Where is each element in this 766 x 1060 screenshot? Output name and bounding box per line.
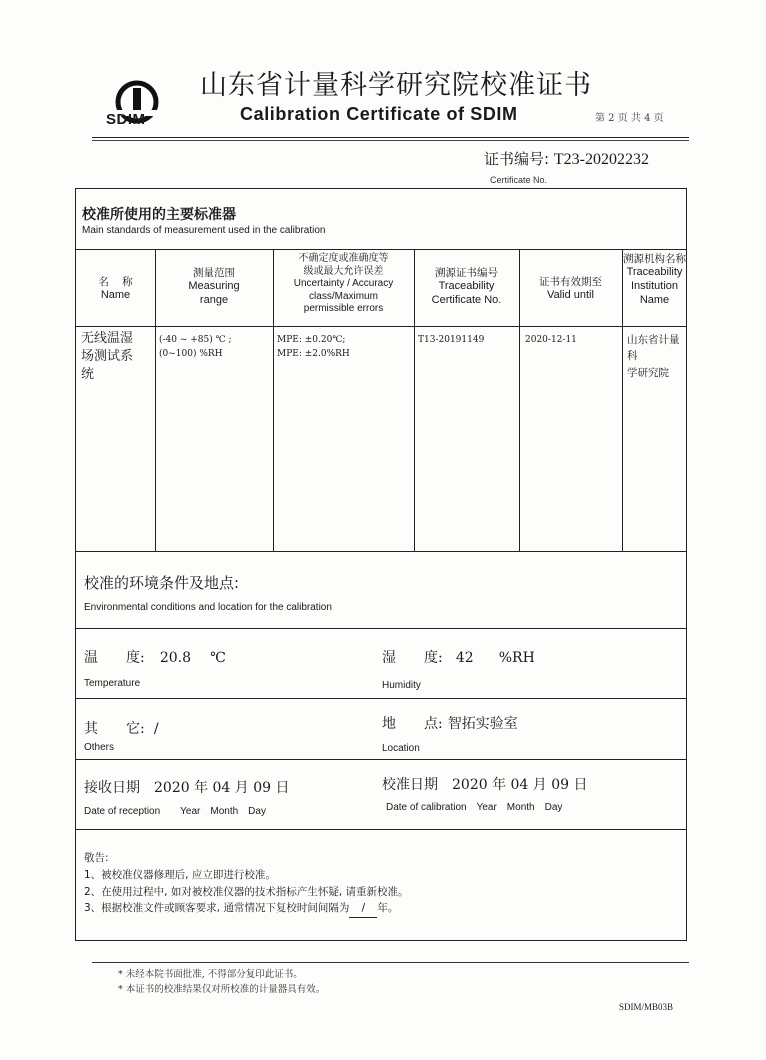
footer-rule: [92, 962, 689, 963]
others-label-en: Others: [84, 742, 115, 753]
table-cell-trace-no: T13-20191149: [418, 335, 485, 345]
reception-date: 接收日期 2020 年 04 月 09 日: [84, 780, 290, 796]
form-code: SDIM/MB03B: [619, 1002, 674, 1012]
footer-notes: [118, 968, 325, 997]
standards-title-en: Main standards of measurement used in the calibration: [82, 225, 326, 236]
certificate-frame: [75, 188, 687, 941]
notice-line: 2、在使用过程中, 如对被校准仪器的技术指标产生怀疑, 请重新校准。: [84, 885, 409, 898]
location-field: [382, 713, 518, 733]
notice-line: 3、根据校准文件或顾客要求, 通常情况下复校时间间隔为 / 年。: [84, 900, 409, 918]
notice-line: 1、被校准仪器修理后, 应立即进行校准。: [84, 868, 276, 881]
temperature-value: 20.8: [159, 650, 191, 666]
cert-no-label-en: Certificate No.: [490, 175, 548, 185]
temperature-field: [84, 647, 226, 667]
location-value: 智拓实验室: [447, 716, 518, 732]
humidity-unit: %RH: [498, 650, 535, 666]
cert-no-value: T23-20202232: [553, 151, 649, 168]
table-header-rule: [76, 326, 686, 327]
col-header-valid-until: 证书有效期至 Valid until: [539, 276, 602, 302]
humidity-value: 42: [455, 650, 474, 666]
footer-note: * 本证书的校准结果仅对所校准的计量器具有效。: [118, 983, 326, 995]
reception-date-en: Date of reception Year Month Day: [84, 806, 266, 817]
notice-block: [84, 850, 409, 918]
humidity-label: 湿 度:: [382, 650, 443, 666]
temperature-label: 温 度:: [84, 650, 145, 666]
col-header-uncertainty: 不确定度或准确度等 级或最大允许误差 Uncertainty / Accuracy class/Maximum permissible errors: [293, 253, 394, 314]
header-rule: [92, 137, 689, 138]
col-header-name: 名 称 Name: [98, 276, 133, 302]
temperature-unit: ℃: [210, 650, 226, 666]
environment-title-cn: 校准的环境条件及地点:: [84, 574, 240, 592]
table-cell-name: 无线温湿 场测试系 统: [81, 331, 134, 383]
others-value: /: [153, 721, 159, 737]
notes-rule: [76, 829, 686, 830]
calibration-date-en: Date of calibration Year Month Day: [386, 802, 563, 813]
certificate-title-en: Calibration Certificate of SDIM: [240, 104, 518, 124]
table-top-rule: [76, 249, 686, 250]
location-label: 地 点:: [382, 716, 443, 732]
table-cell-valid-until: 2020-12-11: [525, 335, 577, 345]
certificate-title-cn: 山东省计量科学研究院校准证书: [200, 70, 592, 101]
location-label-en: Location: [382, 743, 420, 754]
environment-title-en: Environmental conditions and location for the calibration: [84, 602, 332, 613]
others-label: 其 它:: [84, 721, 145, 737]
others-field: [84, 718, 159, 738]
col-header-trace-cert: 溯源证书编号 Traceability Certificate No.: [431, 267, 502, 306]
humidity-label-en: Humidity: [382, 680, 421, 691]
footer-note: * 未经本院书面批准, 不得部分复印此证书。: [118, 969, 303, 980]
standards-title-cn: 校准所使用的主要标准器: [82, 207, 236, 223]
table-cell-institution: 山东省计量科 学研究院: [627, 334, 680, 379]
table-cell-mpe: MPE: ±0.20℃; MPE: ±2.0%RH: [277, 335, 350, 359]
sdim-logo-icon: [108, 80, 166, 138]
env-rule: [76, 698, 686, 699]
certificate-number: [484, 148, 649, 169]
recal-interval-blank: /: [349, 900, 377, 918]
table-bottom-rule: [76, 551, 686, 552]
col-header-institution: 溯源机构名称 Traceability Institution Name: [623, 253, 686, 306]
temperature-label-en: Temperature: [84, 678, 141, 689]
calibration-date: 校准日期 2020 年 04 月 09 日: [382, 777, 588, 793]
env-rule: [76, 759, 686, 760]
notice-heading: 敬告:: [84, 852, 109, 864]
cert-no-label: 证书编号:: [484, 150, 550, 168]
header-rule-thin: [92, 140, 689, 141]
logo-text: SDIM: [106, 111, 146, 128]
col-header-range: 测量范围 Measuring range: [188, 267, 240, 306]
humidity-field: [382, 647, 535, 667]
page-indicator: 第 2 页 共 4 页: [595, 113, 664, 124]
env-rule: [76, 628, 686, 629]
table-cell-range: (-40 ~ +85) ℃ ; (0~100) %RH: [159, 335, 232, 359]
